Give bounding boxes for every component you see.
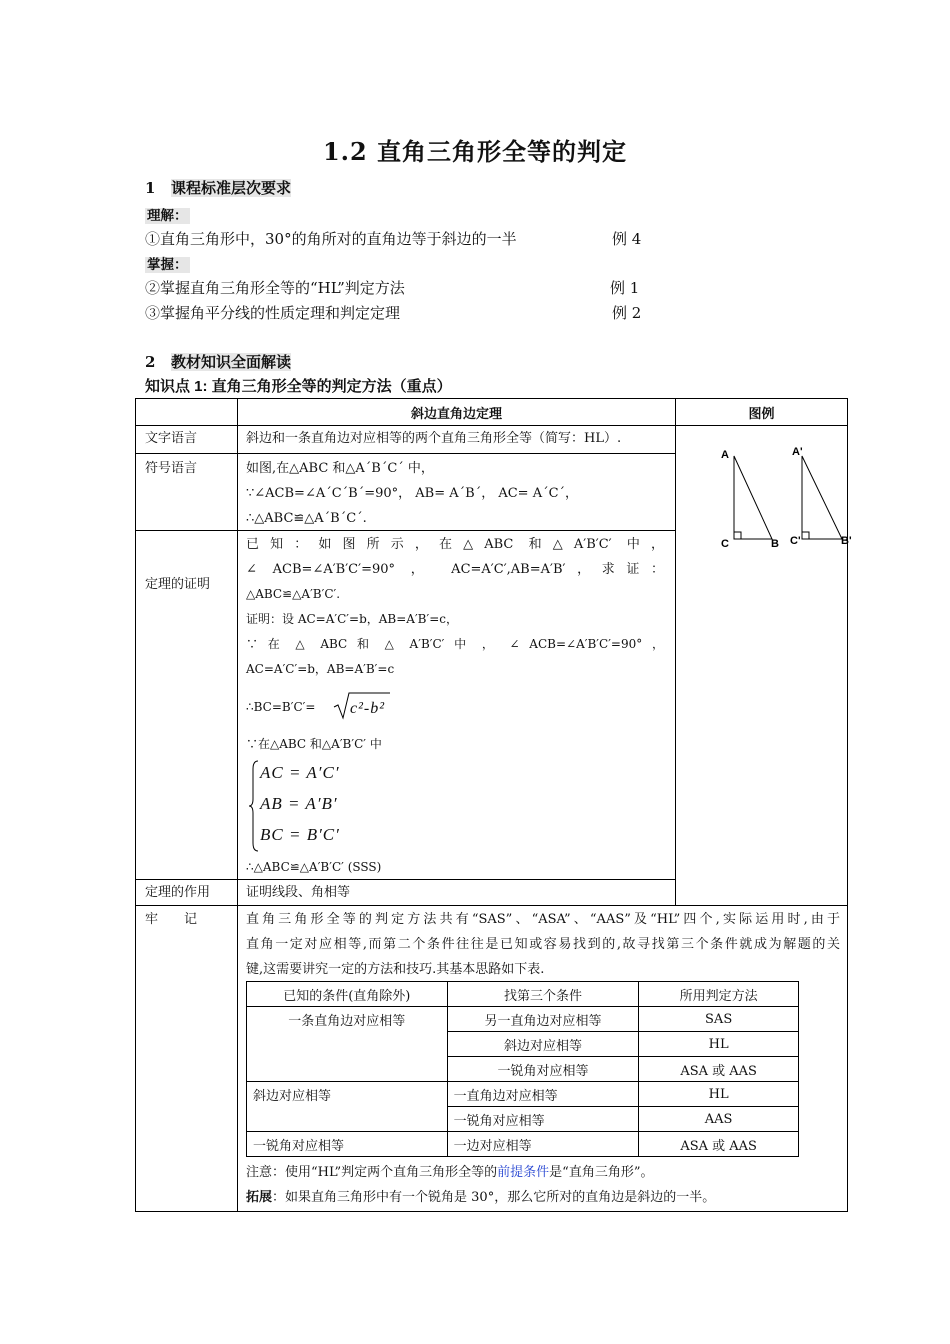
equation-ab: AB = A′B′	[260, 794, 338, 813]
understand-label: 理解：	[147, 208, 188, 224]
inner-known-leg: 一条直角边对应相等	[247, 1007, 448, 1082]
understand-example: 例 4	[612, 230, 642, 248]
extend-label: 拓展	[246, 1190, 273, 1205]
inner-method: HL	[639, 1032, 799, 1057]
proof-line-3: △ABC≌△A′B′C′.	[246, 587, 341, 601]
understand-item: ①直角三角形中，30°的角所对的直角边等于斜边的一半	[145, 230, 517, 248]
proof-line-4: 证明：设 AC=A′C′=b，AB=A′B′=c，	[246, 612, 458, 626]
table-header-theorem: 斜边直角边定理	[410, 406, 502, 421]
knowledge-point-heading: 知识点 1: 直角三角形全等的判定方法（重点）	[145, 378, 452, 395]
master-example-2: 例 2	[612, 304, 642, 322]
inner-known-hypotenuse: 斜边对应相等	[247, 1082, 448, 1132]
inner-method: ASA 或 AAS	[639, 1057, 799, 1082]
inner-third: 一直角边对应相等	[447, 1082, 639, 1107]
remember-para-2: 直角一定对应相等,而第二个条件往往是已知或容易找到的,故寻找第三个条件就成为解题的关	[246, 937, 840, 952]
symbol-line-3: ∴△ABC≌△A´B´C´.	[246, 511, 367, 526]
inner-method: ASA 或 AAS	[639, 1132, 799, 1157]
sqrt-expression: c²-b²	[350, 700, 386, 717]
table-header-figure: 图例	[748, 406, 775, 421]
section-1-label: 课程标准层次要求	[171, 179, 292, 197]
row-label-remember: 牢 记	[145, 912, 198, 927]
proof-conclusion: ∴△ABC≌△A′B′C′ (SSS)	[246, 860, 382, 874]
master-label: 掌握：	[147, 257, 188, 273]
inner-method: HL	[639, 1082, 799, 1107]
brace-icon	[248, 759, 260, 853]
text-language-content: 斜边和一条直角边对应相等的两个直角三角形全等（简写：HL）.	[246, 431, 622, 446]
triangles-figure	[676, 426, 852, 561]
section-2-heading	[145, 351, 291, 372]
inner-known-angle: 一锐角对应相等	[247, 1132, 448, 1157]
inner-criteria-table	[246, 981, 799, 1157]
proof-line-8: ∵在△ABC 和△A′B′C′ 中	[246, 737, 382, 751]
row-label-proof: 定理的证明	[145, 577, 211, 592]
proof-line-1: 已知：如图所示，在△ABC 和△A′B′C′ 中，	[246, 537, 664, 552]
label-a: A	[721, 449, 729, 461]
equation-bc: BC = B′C′	[260, 825, 340, 844]
inner-method: AAS	[639, 1107, 799, 1132]
extend-line	[246, 1185, 715, 1210]
row-label-usage: 定理的作用	[145, 885, 211, 900]
equation-ac: AC = A′C′	[260, 763, 340, 782]
remember-para-1: 直角三角形全等的判定方法共有“SAS”、“ASA”、“AAS”及“HL”四个,实际运用时,由于	[246, 912, 840, 927]
master-item-1: ②掌握直角三角形全等的“HL”判定方法	[145, 279, 405, 297]
inner-third: 一锐角对应相等	[447, 1107, 639, 1132]
section-2-label: 教材知识全面解读	[171, 353, 292, 371]
proof-line-5: ∵ 在 △ ABC 和 △ A′B′C′ 中 ， ∠ ACB=∠A′B′C′=90° ，	[246, 637, 664, 651]
label-a-prime: A'	[792, 446, 803, 458]
master-example-1: 例 1	[610, 279, 640, 297]
extend-text: ：如果直角三角形中有一个锐角是 30°，那么它所对的直角边是斜边的一半。	[272, 1190, 716, 1205]
note-prefix: 注意：使用“HL”判定两个直角三角形全等的	[246, 1165, 498, 1180]
inner-header-third: 找第三个条件	[447, 982, 639, 1007]
page-title: 1.2 直角三角形全等的判定	[322, 137, 628, 166]
triangle-a2b2c2	[802, 456, 842, 539]
inner-header-known: 已知的条件(直角除外)	[247, 982, 448, 1007]
section-1-number: 1	[145, 179, 156, 197]
section-2-number: 2	[145, 353, 156, 371]
label-b: B	[771, 538, 779, 550]
section-1-heading	[145, 177, 291, 198]
label-b-prime: B'	[841, 535, 852, 547]
label-c: C	[721, 538, 729, 550]
remember-para-3: 键,这需要讲究一定的方法和技巧.其基本思路如下表.	[246, 962, 545, 977]
proof-line-2: ∠ ACB=∠A′B′C′=90° ， AC=A′C′,AB=A′B′，求证：	[246, 562, 664, 577]
inner-third: 另一直角边对应相等	[447, 1007, 639, 1032]
row-label-symbol-language: 符号语言	[145, 461, 198, 476]
label-c-prime: C'	[790, 535, 801, 547]
inner-third: 斜边对应相等	[447, 1032, 639, 1057]
note-link[interactable]: 前提条件	[497, 1165, 550, 1180]
symbol-line-1: 如图,在△ABC 和△A´B´C´ 中，	[246, 461, 434, 476]
inner-third: 一边对应相等	[447, 1132, 639, 1157]
symbol-line-2: ∵∠ACB=∠A´C´B´=90°， AB= A´B´， AC= A´C´，	[246, 486, 579, 501]
proof-line-7: ∴BC=B′C′=	[246, 700, 316, 714]
master-item-2: ③掌握角平分线的性质定理和判定定理	[145, 304, 401, 322]
inner-method: SAS	[639, 1007, 799, 1032]
note-suffix: 是“直角三角形”。	[549, 1165, 654, 1180]
note-line	[246, 1160, 653, 1185]
inner-third: 一锐角对应相等	[447, 1057, 639, 1082]
usage-content: 证明线段、角相等	[246, 885, 351, 900]
proof-line-6: AC=A′C′=b，AB=A′B′=c	[246, 662, 395, 676]
triangle-abc	[734, 456, 772, 539]
inner-header-method: 所用判定方法	[639, 982, 799, 1007]
row-label-text-language: 文字语言	[145, 431, 198, 446]
